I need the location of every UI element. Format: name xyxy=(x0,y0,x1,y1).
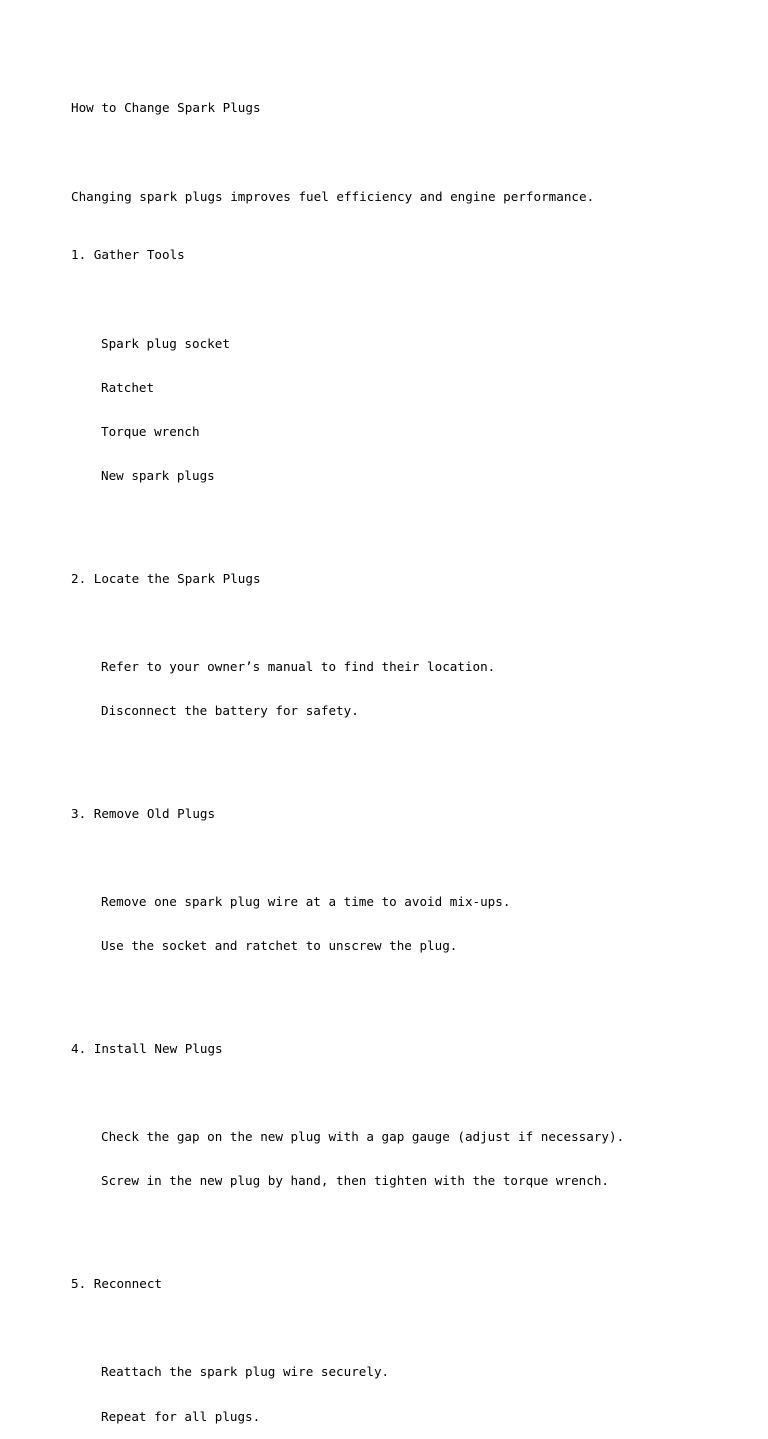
step-heading: 4. Install New Plugs xyxy=(71,1041,223,1057)
step-item: Refer to your owner’s manual to find their location. xyxy=(101,658,496,674)
step-heading: 1. Gather Tools xyxy=(71,247,185,263)
step-item: Screw in the new plug by hand, then tighten with the torque wrench. xyxy=(101,1173,609,1189)
spacer xyxy=(71,616,751,631)
step-item: Check the gap on the new plug with a gap gauge (adjust if necessary). xyxy=(101,1129,625,1145)
spacer xyxy=(71,146,751,161)
step-item: Spark plug socket xyxy=(101,335,230,351)
step-heading: 3. Remove Old Plugs xyxy=(71,805,216,821)
document-title: How to Change Spark Plugs xyxy=(71,100,261,116)
spacer xyxy=(71,513,751,528)
spacer xyxy=(71,851,751,866)
step-item: Remove one spark plug wire at a time to avoid mix-ups. xyxy=(101,894,511,910)
intro-text: Changing spark plugs improves fuel efficiency and engine performance. xyxy=(71,188,595,204)
step-item: New spark plugs xyxy=(101,467,215,483)
spacer xyxy=(71,983,751,998)
spacer xyxy=(71,748,751,763)
step-item: Reattach the spark plug wire securely. xyxy=(101,1364,390,1380)
spacer xyxy=(71,292,751,307)
step-item: Disconnect the battery for safety. xyxy=(101,703,359,719)
step-item: Torque wrench xyxy=(101,423,200,439)
step-heading: 5. Reconnect xyxy=(71,1276,162,1292)
step-heading: 2. Locate the Spark Plugs xyxy=(71,570,261,586)
spacer xyxy=(71,1321,751,1336)
document-body xyxy=(71,72,751,1439)
spacer xyxy=(71,1218,751,1233)
step-item: Repeat for all plugs. xyxy=(101,1408,261,1424)
spacer xyxy=(71,1086,751,1101)
step-item: Ratchet xyxy=(101,379,155,395)
step-item: Use the socket and ratchet to unscrew the plug. xyxy=(101,938,458,954)
